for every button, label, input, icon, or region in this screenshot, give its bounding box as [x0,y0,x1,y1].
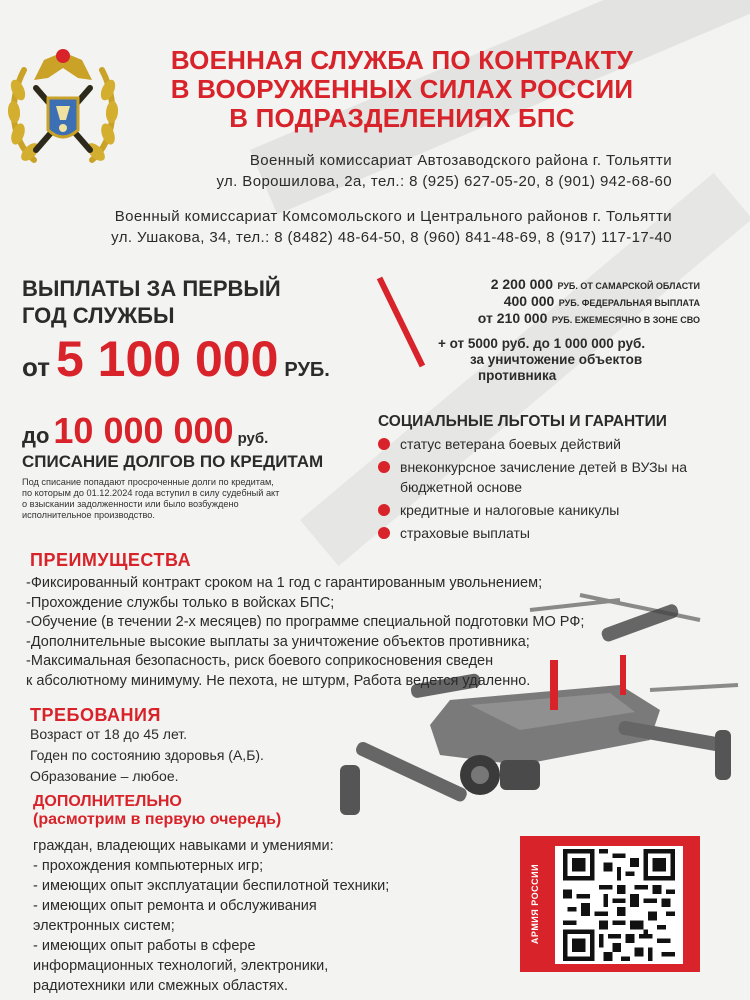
payment-breakdown-item [504,293,700,311]
additional-list [33,836,463,996]
bullet-icon [378,438,390,450]
list-item: - имеющих опыт эксплуатации беспилотной техники; [33,878,390,894]
title-line: В ВООРУЖЕННЫХ СИЛАХ РОССИИ [170,74,634,104]
bonus-line: + от 5000 руб. до 1 000 000 руб. [438,336,646,351]
list-item: к абсолютному минимуму. Не пехота, не штурм, Работа ведется удаленно. [26,672,531,689]
amount-value: 10 000 000 [53,410,234,451]
red-divider [377,277,425,368]
list-item [378,500,698,520]
commissariat-address [216,150,672,192]
list-item: граждан, владеющих навыками и умениями: [33,838,334,854]
qr-side-label [522,836,548,972]
breakdown-text: РУБ. ОТ САМАРСКОЙ ОБЛАСТИ [557,281,700,291]
bullet-icon [378,504,390,516]
requirements-heading: ТРЕБОВАНИЯ [30,705,161,725]
qr-side-text: АРМИЯ РОССИИ [530,863,541,945]
amount-prefix: до [22,423,50,448]
breakdown-amount: 2 200 000 [490,276,553,292]
debt-note-line: о взыскании задолженности или было возбуждено [22,499,239,509]
list-item: -Фиксированный контракт сроком на 1 год с гарантированным увольнением; [26,575,543,591]
list-item: Возраст от 18 до 45 лет. [30,726,188,742]
additional-subtitle: (расмотрим в первую очередь) [33,811,282,828]
requirements-list [30,724,264,787]
breakdown-text: РУБ. ЕЖЕМЕСЯЧНО В ЗОНЕ СВО [551,315,700,325]
list-item: радиотехники или смежных областях. [33,978,288,994]
list-item: Образование – любое. [30,768,179,784]
bullet-icon [378,461,390,473]
amount-currency: руб. [237,430,269,447]
debt-note [22,477,367,521]
military-commissariat-emblem [4,40,122,175]
list-item: -Дополнительные высокие выплаты за уничтожение объектов противника; [26,633,530,650]
commissariat-address [111,206,672,248]
list-item: Годен по состоянию здоровья (А,Б). [30,747,264,763]
breakdown-text: РУБ. ФЕДЕРАЛЬНАЯ ВЫПЛАТА [558,298,700,308]
list-item [378,457,698,497]
payments-heading-line: ВЫПЛАТЫ ЗА ПЕРВЫЙ [22,276,281,301]
social-list [378,434,698,546]
list-item: - прохождения компьютерных игр; [33,858,264,874]
debt-note-line: Под списание попадают просроченные долги по кредитам, [22,477,274,487]
social-heading: СОЦИАЛЬНЫЕ ЛЬГОТЫ И ГАРАНТИИ [378,413,667,430]
destruction-bonus [438,336,645,384]
additional-heading [33,793,281,829]
amount-prefix: от [22,352,50,382]
amount-value: 5 100 000 [55,331,279,387]
page-title [122,46,682,133]
debt-heading: СПИСАНИЕ ДОЛГОВ ПО КРЕДИТАМ [22,452,324,471]
title-line: ВОЕННАЯ СЛУЖБА ПО КОНТРАКТУ [170,45,634,75]
list-item: - имеющих опыт работы в сфере [33,938,256,954]
bullet-icon [378,527,390,539]
list-item [378,434,698,454]
list-item: -Максимальная безопасность, риск боевого соприкосновения сведен [26,653,494,669]
list-item-text: кредитные и налоговые каникулы [400,502,620,518]
list-item: -Обучение (в течении 2-х месяцев) по программе специальной подготовки МО РФ; [26,614,585,630]
breakdown-amount: 400 000 [503,293,555,309]
title-line: В ПОДРАЗДЕЛЕНИЯХ БПС [229,103,575,133]
debt-amount [22,410,268,452]
payments-heading [22,275,281,329]
payment-breakdown-item [491,276,700,294]
debt-note-line: по которым до 01.12.2024 года вступил в силу судебный акт [22,488,280,498]
address-contacts: ул. Ушакова, 34, тел.: 8 (8482) 48-64-50, 8 (960) 841-48-69, 8 (917) 117-17-40 [111,229,672,246]
bonus-line: противника [478,368,557,383]
payments-amount [22,330,330,388]
debt-note-line: исполнительное производство. [22,510,155,520]
list-item: - имеющих опыт ремонта и обслуживания [33,898,317,914]
payment-breakdown-item [478,310,700,328]
list-item: -Прохождение службы только в войсках БПС; [26,594,335,611]
list-item-text: статус ветерана боевых действий [400,436,621,452]
breakdown-amount: от 210 000 [477,310,548,326]
list-item [378,523,698,543]
list-item-text: внеконкурсное зачисление детей в ВУЗы на бюджетной основе [400,459,688,495]
additional-title: ДОПОЛНИТЕЛЬНО [33,793,182,810]
advantages-heading: ПРЕИМУЩЕСТВА [30,550,192,570]
amount-currency: РУБ. [284,359,330,381]
list-item-text: страховые выплаты [400,525,530,541]
address-name: Военный комиссариат Автозаводского района г. Тольятти [249,152,672,169]
address-name: Военный комиссариат Комсомольского и Центрального районов г. Тольятти [114,208,672,225]
payments-heading-line: ГОД СЛУЖБЫ [22,303,175,328]
advantages-list [26,574,686,691]
list-item: электронных систем; [33,918,175,934]
list-item: информационных технологий, электроники, [33,958,329,974]
bonus-line: за уничтожение объектов [470,352,643,367]
qr-code[interactable] [560,849,678,961]
address-contacts: ул. Ворошилова, 2а, тел.: 8 (925) 627-05-20, 8 (901) 942-68-60 [216,173,672,190]
